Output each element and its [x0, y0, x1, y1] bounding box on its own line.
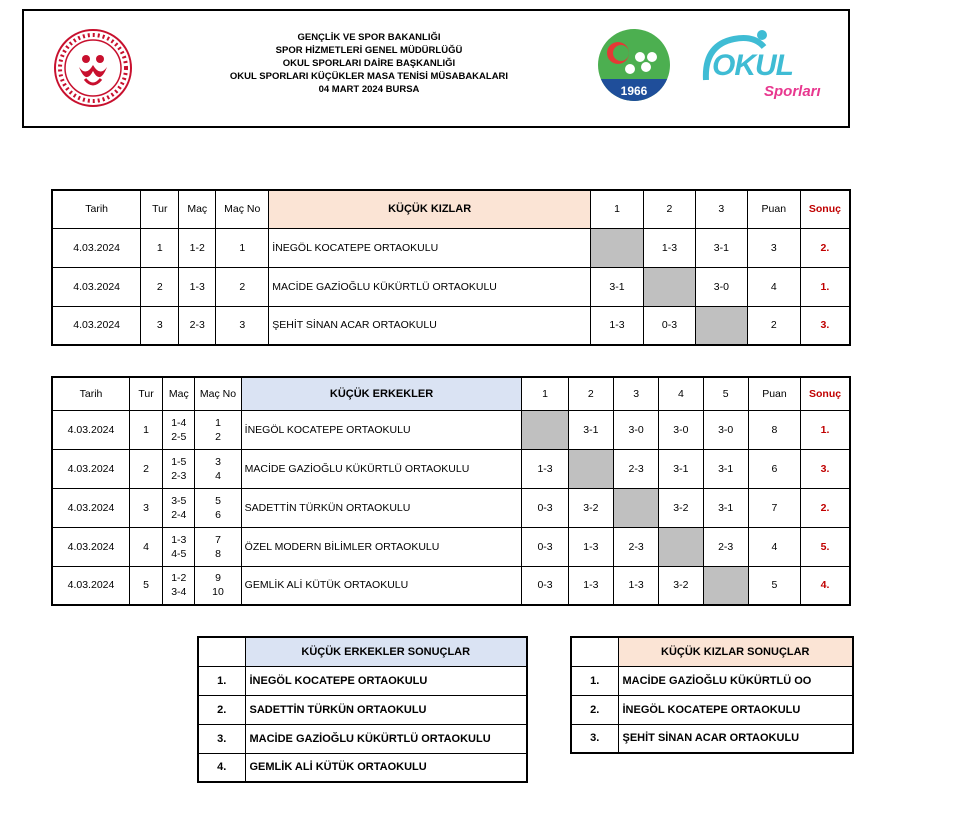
cell-result: 2. [800, 228, 850, 267]
cell-match-line: 4-5 [171, 547, 187, 560]
girls-table [51, 189, 851, 346]
cell-score: 1-3 [568, 566, 613, 605]
cell-team: MACİDE GAZİOĞLU KÜKÜRTLÜ ORTAOKULU [269, 267, 591, 306]
cell-points: 6 [748, 449, 800, 488]
cell-date: 4.03.2024 [52, 566, 129, 605]
cell-team: GEMLİK ALİ KÜTÜK ORTAOKULU [241, 566, 522, 605]
result-team: İNEGÖL KOCATEPE ORTAOKULU [245, 666, 527, 695]
col-2: 2 [644, 190, 696, 228]
cell-round: 5 [129, 566, 162, 605]
result-rank: 1. [571, 666, 618, 695]
col-mac: Maç [163, 377, 195, 410]
okul-logo-text: OKUL [712, 49, 793, 82]
cell-team: İNEGÖL KOCATEPE ORTAOKULU [269, 228, 591, 267]
cell-score-self [695, 306, 747, 345]
girls-results-header-row [571, 637, 853, 666]
cell-date: 4.03.2024 [52, 267, 141, 306]
cell-score: 1-3 [644, 228, 696, 267]
cell-match-line: 3-4 [171, 586, 187, 599]
cell-match-line: 1-4 [171, 416, 187, 429]
result-rank: 3. [198, 724, 245, 753]
okul-sporlari-logo [694, 25, 844, 115]
list-item [198, 724, 527, 753]
boys-category-title: KÜÇÜK ERKEKLER [241, 377, 522, 410]
cell-match-no: 2 [216, 267, 269, 306]
cell-score: 3-0 [695, 267, 747, 306]
cell-round: 3 [129, 488, 162, 527]
cell-round: 1 [129, 410, 162, 449]
cell-score: 3-2 [568, 488, 613, 527]
cell-score-self [644, 267, 696, 306]
col-tur: Tur [129, 377, 162, 410]
cell-match-line: 2-3 [171, 469, 187, 482]
cell-points: 2 [747, 306, 800, 345]
cell-team: ÖZEL MODERN BİLİMLER ORTAOKULU [241, 527, 522, 566]
boys-results-header-row [198, 637, 527, 666]
cell-score-self [590, 228, 643, 267]
cell-score: 3-0 [659, 410, 703, 449]
cell-score: 3-1 [659, 449, 703, 488]
cell-match-no-line: 8 [215, 547, 221, 560]
cell-score-self [703, 566, 748, 605]
cell-score: 3-1 [695, 228, 747, 267]
cell-round: 2 [129, 449, 162, 488]
cell-score: 3-0 [703, 410, 748, 449]
result-rank: 2. [571, 695, 618, 724]
table-row [52, 228, 850, 267]
cell-score-self [568, 449, 613, 488]
cell-match-no [195, 410, 241, 449]
girls-results-title: KÜÇÜK KIZLAR SONUÇLAR [618, 637, 853, 666]
cell-score: 0-3 [522, 527, 568, 566]
cell-match-line: 1-3 [171, 533, 187, 546]
list-item [571, 724, 853, 753]
ministry-logo [52, 27, 134, 109]
cell-score: 1-3 [568, 527, 613, 566]
result-rank: 4. [198, 753, 245, 782]
col-tarih: Tarih [52, 190, 141, 228]
cell-score: 1-3 [613, 566, 658, 605]
table-row [52, 488, 850, 527]
cell-points: 8 [748, 410, 800, 449]
list-item [571, 695, 853, 724]
col-tur: Tur [141, 190, 179, 228]
cell-result: 3. [800, 306, 850, 345]
cell-score: 2-3 [613, 527, 658, 566]
result-team: SADETTİN TÜRKÜN ORTAOKULU [245, 695, 527, 724]
cell-match-line: 1-2 [171, 572, 187, 585]
table-row [52, 566, 850, 605]
col-3: 3 [613, 377, 658, 410]
boys-results-table [197, 636, 528, 783]
table-row [52, 267, 850, 306]
girls-category-title: KÜÇÜK KIZLAR [269, 190, 591, 228]
cell-date: 4.03.2024 [52, 306, 141, 345]
boys-results-blank [198, 637, 245, 666]
header-title-block [204, 31, 534, 96]
cell-match [163, 410, 195, 449]
cell-points: 5 [748, 566, 800, 605]
header-line-department: OKUL SPORLARI DAİRE BAŞKANLIĞI [282, 58, 456, 69]
header-line-date: 04 MART 2024 BURSA [318, 84, 420, 95]
cell-match-no: 1 [216, 228, 269, 267]
cell-match [163, 527, 195, 566]
table-row [52, 527, 850, 566]
col-mac-no: Maç No [216, 190, 269, 228]
cell-score-self [613, 488, 658, 527]
col-1: 1 [590, 190, 643, 228]
cell-result: 2. [801, 488, 850, 527]
cell-match-no-line: 4 [215, 469, 221, 482]
cell-score: 1-3 [522, 449, 568, 488]
col-1: 1 [522, 377, 568, 410]
cell-score: 3-2 [659, 488, 703, 527]
result-team: GEMLİK ALİ KÜTÜK ORTAOKULU [245, 753, 527, 782]
col-5: 5 [703, 377, 748, 410]
result-rank: 1. [198, 666, 245, 695]
cell-date: 4.03.2024 [52, 410, 129, 449]
result-rank: 2. [198, 695, 245, 724]
cell-date: 4.03.2024 [52, 488, 129, 527]
cell-round: 4 [129, 527, 162, 566]
cell-match-no-line: 5 [215, 494, 221, 507]
cell-match [163, 449, 195, 488]
cell-points: 3 [747, 228, 800, 267]
cell-score: 0-3 [522, 566, 568, 605]
list-item [571, 666, 853, 695]
col-tarih: Tarih [52, 377, 129, 410]
result-team: İNEGÖL KOCATEPE ORTAOKULU [618, 695, 853, 724]
cell-match: 1-2 [179, 228, 216, 267]
col-puan: Puan [747, 190, 800, 228]
cell-match-no [195, 566, 241, 605]
cell-team: İNEGÖL KOCATEPE ORTAOKULU [241, 410, 522, 449]
cell-score: 3-1 [703, 449, 748, 488]
boys-results-title: KÜÇÜK ERKEKLER SONUÇLAR [245, 637, 527, 666]
cell-match-line: 3-5 [171, 494, 187, 507]
list-item [198, 695, 527, 724]
cell-team: SADETTİN TÜRKÜN ORTAOKULU [241, 488, 522, 527]
result-team: MACİDE GAZİOĞLU KÜKÜRTLÜ OO [618, 666, 853, 695]
table-row [52, 410, 850, 449]
cell-team: ŞEHİT SİNAN ACAR ORTAOKULU [269, 306, 591, 345]
cell-match [163, 488, 195, 527]
header-line-event: OKUL SPORLARI KÜÇÜKLER MASA TENİSİ MÜSABAKALARI [229, 71, 509, 82]
cell-points: 4 [747, 267, 800, 306]
girls-results-table [570, 636, 854, 754]
cell-match-no-line: 2 [215, 430, 221, 443]
cell-score: 3-1 [703, 488, 748, 527]
col-mac: Maç [179, 190, 216, 228]
boys-table [51, 376, 851, 606]
cell-match-no-line: 10 [212, 586, 224, 599]
cell-score: 2-3 [613, 449, 658, 488]
cell-match [163, 566, 195, 605]
cell-result: 5. [801, 527, 850, 566]
cell-match-no: 3 [216, 306, 269, 345]
cell-score: 3-2 [659, 566, 703, 605]
cell-match-no-line: 3 [215, 455, 221, 468]
cell-match-no [195, 449, 241, 488]
cell-round: 1 [141, 228, 179, 267]
table-row [52, 306, 850, 345]
document-header [22, 9, 850, 128]
cell-score: 3-1 [568, 410, 613, 449]
boys-header-row [52, 377, 850, 410]
cell-result: 1. [800, 267, 850, 306]
cell-score: 0-3 [522, 488, 568, 527]
cell-score: 3-1 [590, 267, 643, 306]
header-line-directorate: SPOR HİZMETLERİ GENEL MÜDÜRLÜĞÜ [275, 45, 463, 56]
cell-date: 4.03.2024 [52, 527, 129, 566]
cell-result: 3. [801, 449, 850, 488]
col-puan: Puan [748, 377, 800, 410]
col-4: 4 [659, 377, 703, 410]
result-rank: 3. [571, 724, 618, 753]
result-team: MACİDE GAZİOĞLU KÜKÜRTLÜ ORTAOKULU [245, 724, 527, 753]
cell-match-no [195, 488, 241, 527]
list-item [198, 666, 527, 695]
cell-team: MACİDE GAZİOĞLU KÜKÜRTLÜ ORTAOKULU [241, 449, 522, 488]
tmtf-logo [594, 27, 674, 107]
cell-result: 4. [801, 566, 850, 605]
col-mac-no: Maç No [195, 377, 241, 410]
table-row [52, 449, 850, 488]
cell-round: 3 [141, 306, 179, 345]
cell-score: 3-0 [613, 410, 658, 449]
cell-result: 1. [801, 410, 850, 449]
col-2: 2 [568, 377, 613, 410]
cell-match: 2-3 [179, 306, 216, 345]
girls-results-blank [571, 637, 618, 666]
col-3: 3 [695, 190, 747, 228]
col-sonuc: Sonuç [801, 377, 850, 410]
cell-match-no-line: 7 [215, 533, 221, 546]
cell-match-no-line: 9 [215, 572, 221, 585]
cell-score: 2-3 [703, 527, 748, 566]
tmtf-year: 1966 [620, 84, 648, 98]
cell-score: 1-3 [590, 306, 643, 345]
girls-header-row [52, 190, 850, 228]
cell-match-no [195, 527, 241, 566]
cell-match-line: 2-4 [171, 508, 187, 521]
cell-points: 4 [748, 527, 800, 566]
header-line-ministry: GENÇLİK VE SPOR BAKANLIĞI [297, 32, 441, 43]
cell-match-no-line: 1 [215, 416, 221, 429]
list-item [198, 753, 527, 782]
cell-date: 4.03.2024 [52, 449, 129, 488]
cell-points: 7 [748, 488, 800, 527]
cell-match-line: 2-5 [171, 430, 187, 443]
sporlari-logo-text: Sporları [764, 83, 821, 100]
cell-score-self [522, 410, 568, 449]
cell-score-self [659, 527, 703, 566]
result-team: ŞEHİT SİNAN ACAR ORTAOKULU [618, 724, 853, 753]
cell-match-no-line: 6 [215, 508, 221, 521]
cell-score: 0-3 [644, 306, 696, 345]
col-sonuc: Sonuç [800, 190, 850, 228]
cell-match: 1-3 [179, 267, 216, 306]
cell-date: 4.03.2024 [52, 228, 141, 267]
cell-round: 2 [141, 267, 179, 306]
cell-match-line: 1-5 [171, 455, 187, 468]
